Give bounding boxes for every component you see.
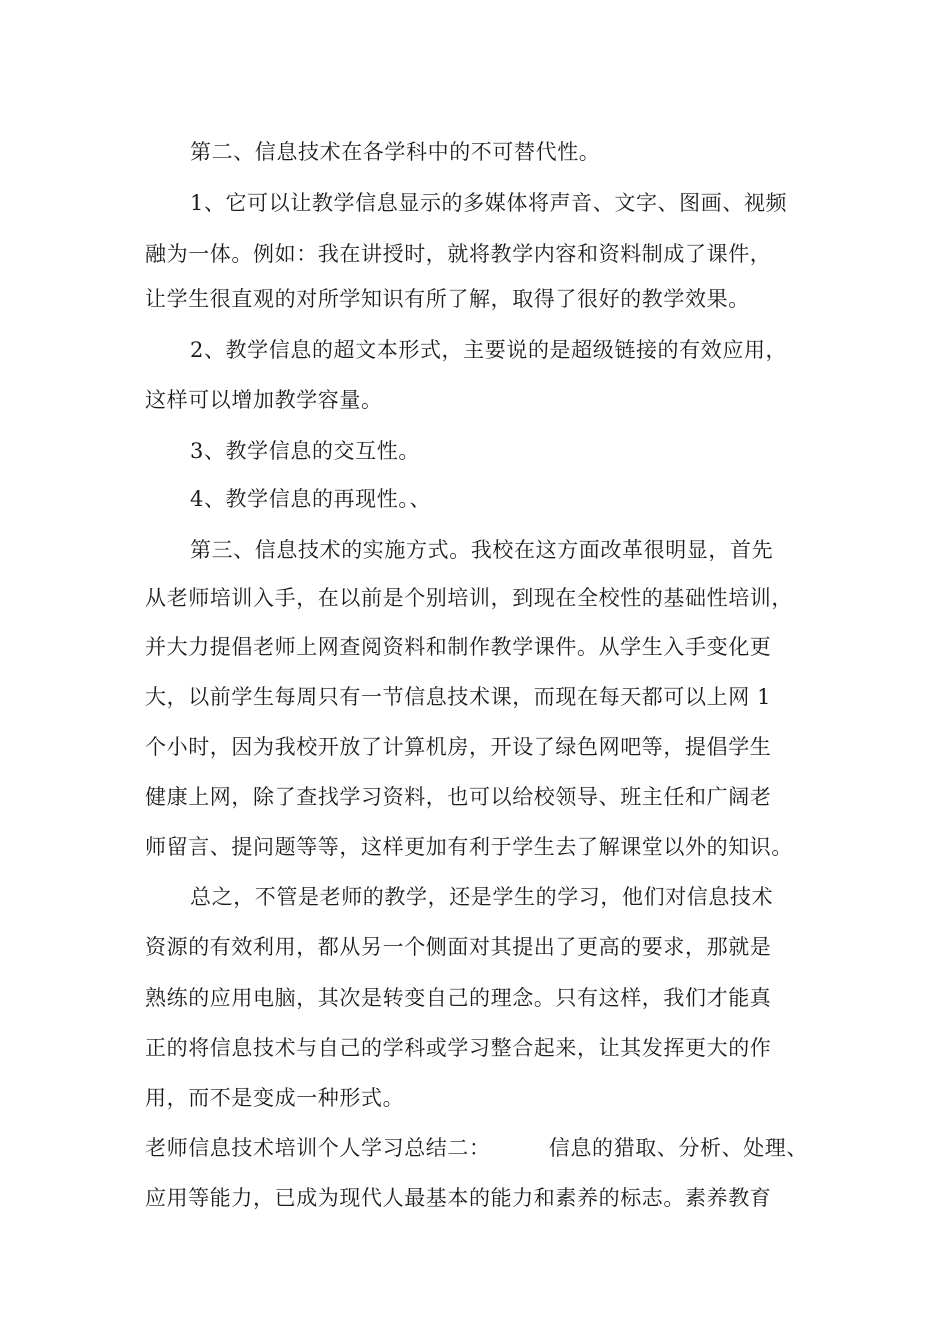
- text-line: 4、教学信息的再现性。、: [190, 487, 432, 511]
- text-line: 用，而不是变成一种形式。: [145, 1086, 405, 1110]
- text-line: 熟练的应用电脑，其次是转变自己的理念。只有这样，我们才能真: [145, 986, 772, 1010]
- text-line: 总之，不管是老师的教学，还是学生的学习，他们对信息技术: [190, 885, 774, 909]
- text-line: 3、教学信息的交互性。: [190, 439, 420, 463]
- text-line: 正的将信息技术与自己的学科或学习整合起来，让其发挥更大的作: [145, 1036, 772, 1060]
- text-line: 第二、信息技术在各学科中的不可替代性。: [190, 140, 601, 164]
- text-line: 健康上网，除了查找学习资料，也可以给校领导、班主任和广阔老: [145, 785, 772, 809]
- text-line: 从老师培训入手，在以前是个别培训，到现在全校性的基础性培训，: [145, 586, 793, 610]
- text-line: 老师信息技术培训个人学习总结二： 信息的猎取、分析、处理、: [145, 1136, 808, 1160]
- text-line: 第三、信息技术的实施方式。我校在这方面改革很明显，首先: [190, 538, 774, 562]
- text-line: 个小时，因为我校开放了计算机房，开设了绿色网吧等，提倡学生: [145, 735, 772, 759]
- text-line: 师留言、提问题等等，这样更加有利于学生去了解课堂以外的知识。: [145, 835, 793, 859]
- text-line: 资源的有效利用，都从另一个侧面对其提出了更高的要求，那就是: [145, 935, 772, 959]
- text-line: 并大力提倡老师上网查阅资料和制作教学课件。从学生入手变化更: [145, 635, 772, 659]
- text-line: 应用等能力，已成为现代人最基本的能力和素养的标志。素养教育: [145, 1186, 772, 1210]
- text-line: 1、它可以让教学信息显示的多媒体将声音、文字、图画、视频: [190, 191, 788, 215]
- text-line: 2、教学信息的超文本形式，主要说的是超级链接的有效应用，: [190, 338, 788, 362]
- text-line: 融为一体。例如：我在讲授时，就将教学内容和资料制成了课件，: [145, 242, 772, 266]
- text-line: 这样可以增加教学容量。: [145, 388, 383, 412]
- text-line: 大，以前学生每周只有一节信息技术课，而现在每天都可以上网 1: [145, 685, 772, 709]
- text-line: 让学生很直观的对所学知识有所了解，取得了很好的教学效果。: [145, 287, 750, 311]
